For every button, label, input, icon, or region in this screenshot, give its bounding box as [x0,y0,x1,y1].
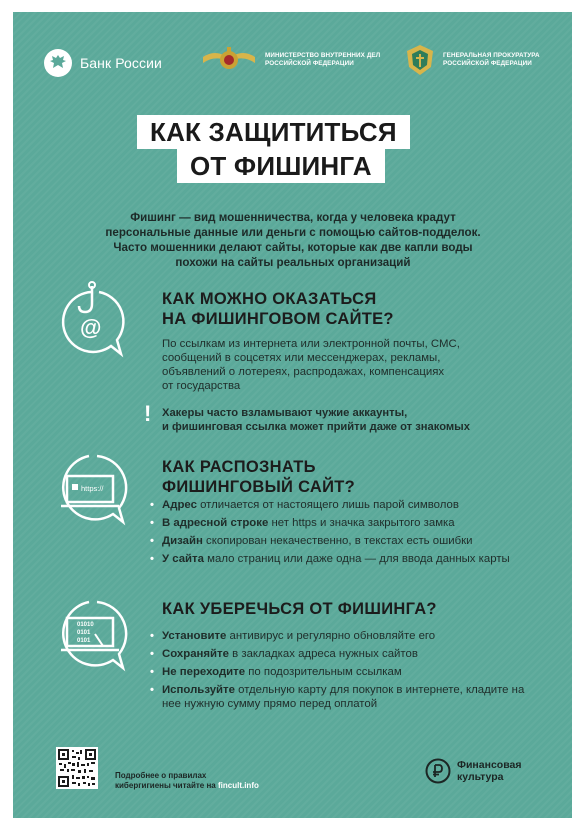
section1-text-line-4: от государства [162,380,241,392]
poster [13,12,572,818]
section1-text-line-3: объявлений о лотереях, распродажах, компенсациях [162,366,445,378]
fincult-line-1: Финансовая [457,759,522,771]
section2-heading-line-1: КАК РАСПОЗНАТЬ [162,458,316,476]
qr-code-icon [58,749,96,787]
prosecutor-line-2: РОССИЙСКОЙ ФЕДЕРАЦИИ [443,60,532,67]
list-item: • Не переходите по подозрительным ссылкам [150,665,530,679]
https-label: https:// [81,484,104,493]
binary-line-3: 0101 [77,638,91,644]
phishing-hook-at-icon [49,280,135,364]
bank-name: Банк России [80,55,162,71]
bank-of-russia-logo [43,48,162,78]
section1-text-line-2: сообщений в соцсетях или мессенджерах, рекламы, [162,352,441,364]
intro-line-4: похожи на сайты реальных организаций [175,256,411,269]
intro-line-3: Часто мошенники делают сайты, которые как две капли воды [113,241,473,254]
section2-heading [162,457,532,497]
footer-line-1: Подробнее о правилах [115,771,207,780]
section2-list [150,498,530,570]
fincult-logo [425,758,521,784]
section1-heading-line-2: НА ФИШИНГОВОМ САЙТЕ? [162,310,394,328]
mvd-text [265,52,380,68]
section1-text-line-1: По ссылкам из интернета или электронной почты, СМС, [162,338,460,350]
eagle-emblem-icon [43,48,73,78]
section3-heading: КАК УБЕРЕЧЬСЯ ОТ ФИШИНГА? [162,600,437,618]
footer-text [115,771,259,791]
mvd-logo [201,45,380,75]
warning-text [162,406,532,434]
list-item: • Дизайн скопирован некачественно, в текстах есть ошибки [150,534,530,548]
list-item: • Используйте отдельную карту для покупок в интернете, кладите на нее нужную сумму прямо перед оплатой [150,683,530,711]
ruble-circle-icon [425,758,451,784]
section2-heading-line-2: ФИШИНГОВЫЙ САЙТ? [162,478,356,496]
list-item: • У сайта мало страниц или даже одна — для ввода данных карты [150,552,530,566]
laptop-https-icon [49,448,135,532]
footer-line-2: кибергигиены читайте на fincult.info [115,781,259,790]
prosecutor-emblem-icon [405,43,435,77]
list-item: • Адрес отличается от настоящего лишь парой символов [150,498,530,512]
section1-heading [162,289,532,329]
title-line-2: ОТ ФИШИНГА [177,149,385,183]
intro-paragraph [73,210,513,270]
fincult-link[interactable]: fincult.info [217,781,259,790]
fincult-line-2: культура [457,771,504,783]
section1-text [162,337,512,393]
svg-text:@: @ [80,315,102,340]
warning-icon: ! [144,401,152,426]
list-item: • В адресной строке нет https и значка закрытого замка [150,516,530,530]
warning-line-2: и фишинговая ссылка может прийти даже от знакомых [162,421,470,433]
mvd-emblem-icon [201,45,257,75]
list-item: • Сохраняйте в закладках адреса нужных сайтов [150,647,530,661]
intro-line-2: персональные данные или деньги с помощью сайтов-подделок. [105,226,481,239]
laptop-binary-icon [49,594,135,678]
prosecutor-text [443,52,540,68]
qr-code[interactable] [56,747,98,789]
binary-line-1: 01010 [77,622,94,628]
mvd-line-1: МИНИСТЕРСТВО ВНУТРЕННИХ ДЕЛ [265,52,381,59]
prosecutor-line-1: ГЕНЕРАЛЬНАЯ ПРОКУРАТУРА [443,52,540,59]
mvd-line-2: РОССИЙСКОЙ ФЕДЕРАЦИИ [265,60,354,67]
binary-line-2: 0101 [77,630,91,636]
warning-line-1: Хакеры часто взламывают чужие аккаунты, [162,407,408,419]
title-line-1: КАК ЗАЩИТИТЬСЯ [137,115,410,149]
fincult-text [457,759,521,783]
prosecutor-logo [405,43,540,77]
section1-heading-line-1: КАК МОЖНО ОКАЗАТЬСЯ [162,290,377,308]
section3-list [150,629,530,715]
intro-line-1: Фишинг — вид мошенничества, когда у человека крадут [130,211,456,224]
list-item: • Установите антивирус и регулярно обновляйте его [150,629,530,643]
